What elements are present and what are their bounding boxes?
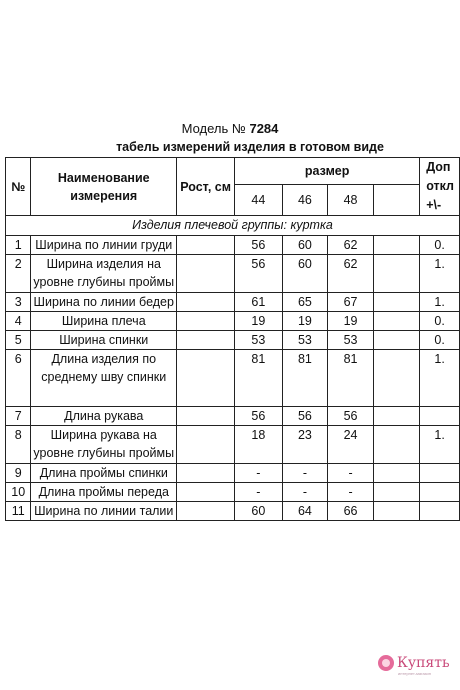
row-extra	[373, 502, 419, 521]
kupyat-logo[interactable]	[378, 655, 450, 676]
row-dop	[420, 483, 460, 502]
table-row	[6, 350, 460, 407]
row-value: 62	[328, 255, 374, 293]
group-label: Изделия плечевой группы: куртка	[6, 216, 460, 236]
row-number: 11	[6, 502, 31, 521]
row-dop: 1.	[420, 255, 460, 293]
row-name: Ширина спинки	[31, 331, 177, 350]
row-value: 60	[282, 255, 328, 293]
row-number: 5	[6, 331, 31, 350]
row-extra	[373, 464, 419, 483]
row-dop: 0.	[420, 312, 460, 331]
table-row	[6, 426, 460, 464]
row-height	[177, 331, 235, 350]
row-value: 56	[328, 407, 374, 426]
row-height	[177, 483, 235, 502]
row-value: 60	[282, 236, 328, 255]
row-number: 1	[6, 236, 31, 255]
row-value: 66	[328, 502, 374, 521]
row-value: 56	[235, 407, 282, 426]
row-name: Длина проймы спинки	[31, 464, 177, 483]
row-height	[177, 255, 235, 293]
row-extra	[373, 255, 419, 293]
row-value: 64	[282, 502, 328, 521]
row-height	[177, 426, 235, 464]
row-number: 8	[6, 426, 31, 464]
row-extra	[373, 236, 419, 255]
size-cell: 44	[235, 185, 282, 216]
row-name: Ширина по линии бедер	[31, 293, 177, 312]
yarn-ball-icon	[378, 655, 394, 671]
table-row	[6, 312, 460, 331]
row-value: 62	[328, 236, 374, 255]
table-row	[6, 483, 460, 502]
row-height	[177, 236, 235, 255]
row-value: 65	[282, 293, 328, 312]
logo-text: Купять	[397, 655, 450, 671]
row-value: 19	[282, 312, 328, 331]
row-value: 81	[328, 350, 374, 407]
row-value: 81	[282, 350, 328, 407]
row-extra	[373, 350, 419, 407]
col-height-header: Рост, см	[177, 158, 235, 216]
row-name: Ширина изделия на уровне глубины проймы	[31, 255, 177, 293]
size-cell: 46	[282, 185, 328, 216]
table-row	[6, 502, 460, 521]
table-row	[6, 255, 460, 293]
row-value: 53	[282, 331, 328, 350]
row-height	[177, 464, 235, 483]
row-extra	[373, 426, 419, 464]
row-value: 60	[235, 502, 282, 521]
table-subtitle: табель измерений изделия в готовом виде	[116, 140, 384, 154]
row-name: Ширина по линии талии	[31, 502, 177, 521]
row-number: 3	[6, 293, 31, 312]
row-value: 18	[235, 426, 282, 464]
row-name: Длина проймы переда	[31, 483, 177, 502]
row-dop: 1.	[420, 350, 460, 407]
row-dop	[420, 464, 460, 483]
row-value: 56	[235, 236, 282, 255]
measurement-table	[5, 157, 460, 521]
row-number: 6	[6, 350, 31, 407]
table-row	[6, 293, 460, 312]
row-value: 81	[235, 350, 282, 407]
row-value: 56	[282, 407, 328, 426]
row-dop: 0.	[420, 331, 460, 350]
row-name: Ширина по линии груди	[31, 236, 177, 255]
row-value: 19	[235, 312, 282, 331]
row-value: -	[282, 483, 328, 502]
row-value: -	[282, 464, 328, 483]
col-dop-header	[420, 158, 460, 216]
size-cell: 48	[328, 185, 374, 216]
row-dop: 0.	[420, 236, 460, 255]
row-name: Ширина рукава на уровне глубины проймы	[31, 426, 177, 464]
row-value: 56	[235, 255, 282, 293]
row-value: 61	[235, 293, 282, 312]
row-value: -	[328, 464, 374, 483]
row-value: 67	[328, 293, 374, 312]
row-extra	[373, 407, 419, 426]
header-row	[6, 158, 460, 185]
row-extra	[373, 331, 419, 350]
col-size-header: размер	[235, 158, 420, 185]
table-row	[6, 331, 460, 350]
row-height	[177, 312, 235, 331]
model-prefix: Модель №	[181, 121, 246, 136]
row-name: Ширина плеча	[31, 312, 177, 331]
table-row	[6, 407, 460, 426]
row-height	[177, 502, 235, 521]
row-number: 7	[6, 407, 31, 426]
row-extra	[373, 312, 419, 331]
col-name-header: Наименование измерения	[31, 158, 177, 216]
row-height	[177, 407, 235, 426]
group-row	[6, 216, 460, 236]
row-number: 9	[6, 464, 31, 483]
row-value: -	[328, 483, 374, 502]
row-value: 19	[328, 312, 374, 331]
row-name: Длина рукава	[31, 407, 177, 426]
table-row	[6, 464, 460, 483]
row-name: Длина изделия по среднему шву спинки	[31, 350, 177, 407]
dop-header-text: Доп откл +\-	[426, 160, 454, 212]
row-number: 4	[6, 312, 31, 331]
row-extra	[373, 293, 419, 312]
row-value: 23	[282, 426, 328, 464]
row-number: 10	[6, 483, 31, 502]
row-height	[177, 293, 235, 312]
model-number: 7284	[249, 121, 279, 136]
size-cell	[373, 185, 419, 216]
logo-tagline: интернет-магазин	[398, 671, 431, 676]
row-dop: 1.	[420, 426, 460, 464]
col-num-header: №	[6, 158, 31, 216]
row-dop: 1.	[420, 293, 460, 312]
row-value: -	[235, 464, 282, 483]
row-value: -	[235, 483, 282, 502]
model-title	[0, 121, 460, 136]
row-extra	[373, 483, 419, 502]
row-dop	[420, 407, 460, 426]
row-value: 53	[328, 331, 374, 350]
table-row	[6, 236, 460, 255]
row-height	[177, 350, 235, 407]
row-value: 24	[328, 426, 374, 464]
row-number: 2	[6, 255, 31, 293]
row-value: 53	[235, 331, 282, 350]
row-dop	[420, 502, 460, 521]
